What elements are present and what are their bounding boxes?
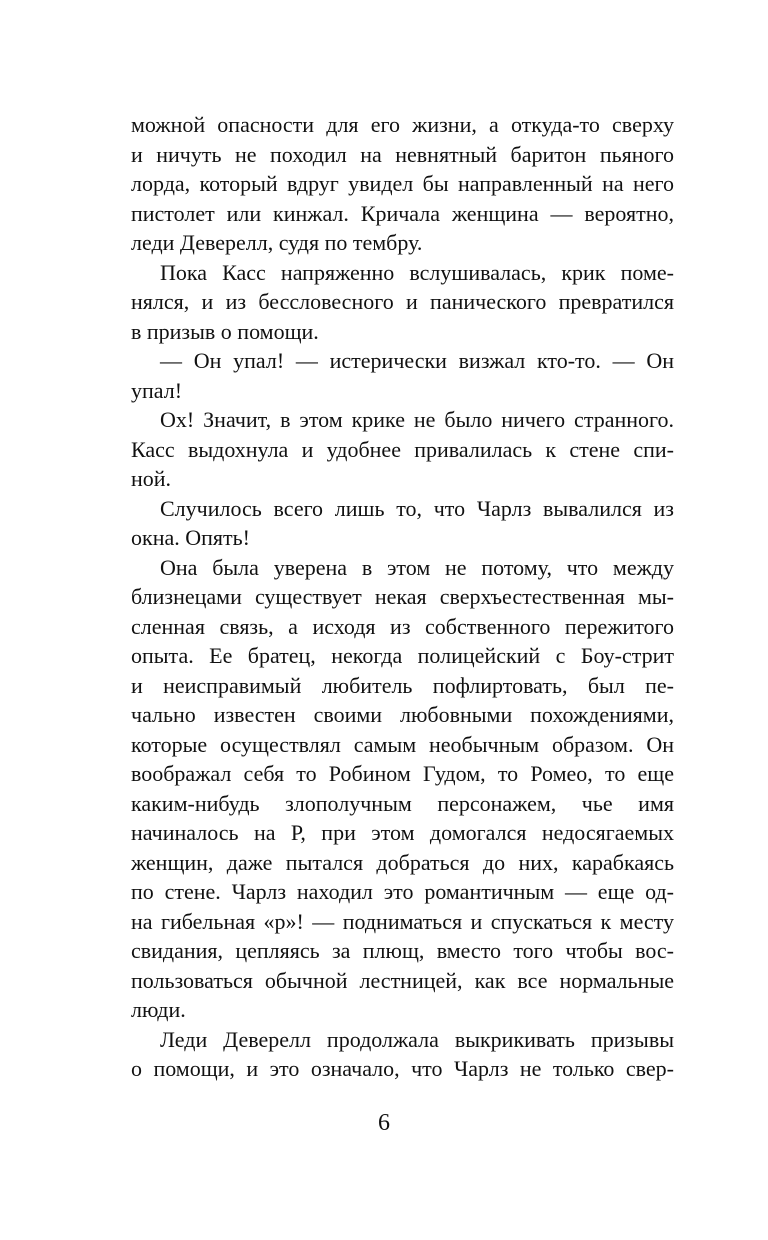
text-line: которые осуществлял самым необычным образом. Он <box>131 731 674 757</box>
text-line: Она была уверена в этом не потому, что между <box>160 554 674 580</box>
text-line: свидания, цепляясь за плющ, вместо того чтобы вос- <box>131 938 674 963</box>
text-line: Случилось всего лишь то, что Чарлз вывалился из <box>160 495 674 521</box>
text-line: ной. <box>131 466 172 491</box>
text-line: близнецами существует некая сверхъестественная мы- <box>131 584 674 609</box>
text-line: Ох! Значит, в этом крике не было ничего странного. <box>160 407 674 432</box>
text-line: леди Деверелл, судя по тембру. <box>131 230 423 255</box>
text-line: Леди Деверелл продолжала выкрикивать призывы <box>160 1026 674 1052</box>
text-line: каким-нибудь злополучным персонажем, чье имя <box>131 790 674 816</box>
text-line: начиналось на Р, при этом домогался недосягаемых <box>131 820 674 845</box>
text-line: о помощи, и это означало, что Чарлз не только свер- <box>131 1056 674 1081</box>
text-line: женщин, даже пытался добраться до них, карабкаясь <box>131 849 674 875</box>
text-line: пользоваться обычной лестницей, как все нормальные <box>131 967 674 993</box>
text-line: по стене. Чарлз находил это романтичным — еще од- <box>131 879 674 904</box>
text-line: Пока Касс напряженно вслушивалась, крик поме- <box>160 259 674 285</box>
text-line: и неисправимый любитель пофлиртовать, был пе- <box>131 672 674 698</box>
text-line: пистолет или кинжал. Кричала женщина — вероятно, <box>131 200 674 226</box>
page-number: 6 <box>378 1110 390 1136</box>
text-line: можной опасности для его жизни, а откуда-то сверху <box>131 112 674 137</box>
text-line: нялся, и из бессловесного и панического превратился <box>131 289 674 314</box>
text-line: лорда, который вдруг увидел бы направленный на него <box>131 171 674 196</box>
text-line: сленная связь, а исходя из собственного пережитого <box>131 613 674 639</box>
text-line: — Он упал! — истерически визжал кто-то. — Он <box>160 348 674 373</box>
text-line: упал! <box>131 377 183 403</box>
body-text <box>131 110 674 1084</box>
text-line: Касс выдохнула и удобнее привалилась к стене спи- <box>131 436 674 462</box>
text-line: и ничуть не походил на невнятный баритон пьяного <box>131 141 674 167</box>
text-line: воображал себя то Робином Гудом, то Ромео, то еще <box>131 761 674 786</box>
text-line: на гибельная «р»! — подниматься и спускаться к месту <box>131 908 674 934</box>
text-line: чально известен своими любовными похождениями, <box>131 702 674 727</box>
text-line: в призыв о помощи. <box>131 318 319 344</box>
text-line: люди. <box>131 997 186 1022</box>
text-line: опыта. Ее братец, некогда полицейский с Боу-стрит <box>131 643 674 668</box>
text-line: окна. Опять! <box>131 525 250 550</box>
